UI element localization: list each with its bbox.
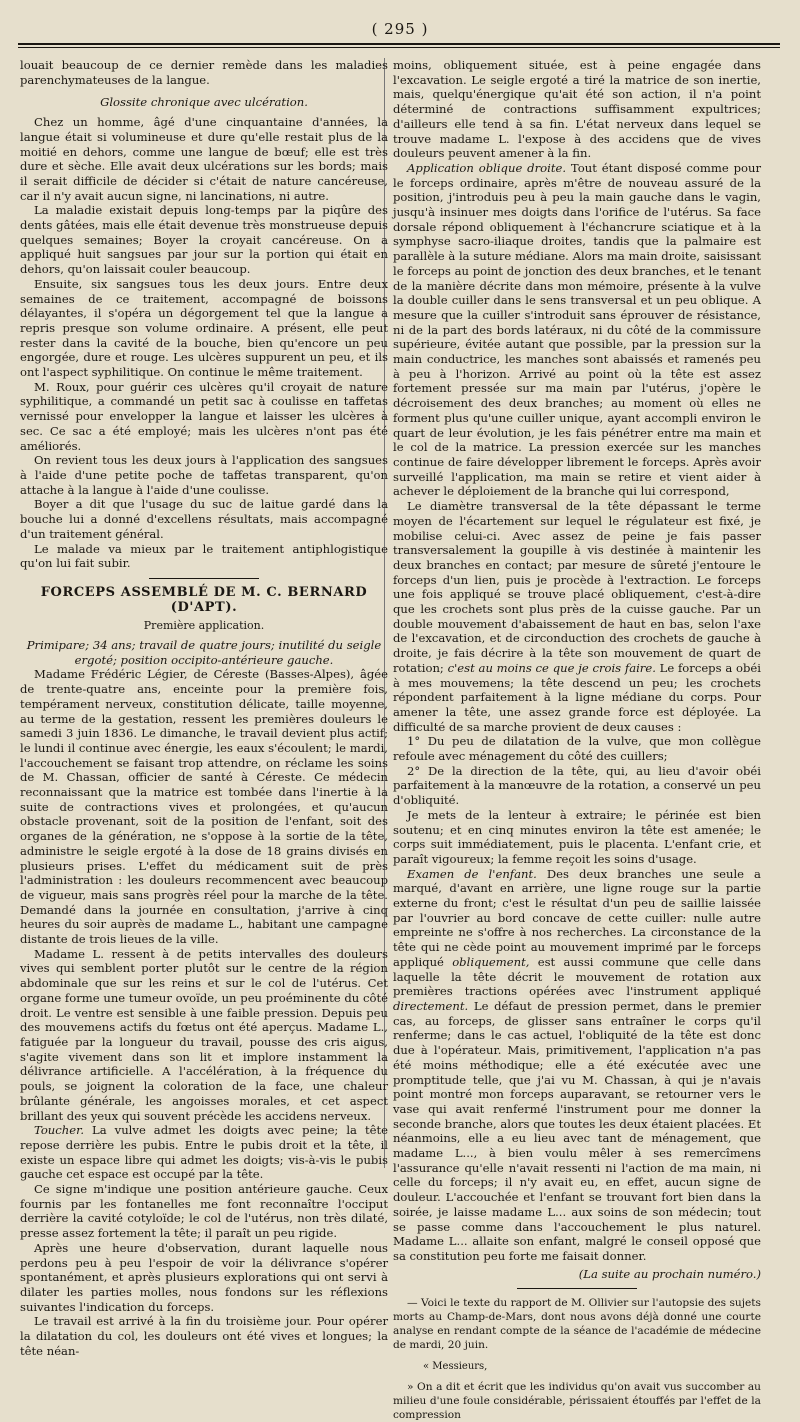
paragraph: Je mets de la lenteur à extraire; le périnée est bien soutenu; et en cinq minutes environ la tête est amenée; le corps suit immédiatement, puis le placenta. L'enfant crie, et paraît vigoureux; la femme reçoit les soins d'usage. xyxy=(393,807,761,866)
section-separator xyxy=(517,1288,637,1289)
paragraph: Ce signe m'indique une position antérieure gauche. Ceux fournis par les fontanelles me font reconnaître l'occiput derrière la cavité cotyloïde; le col de l'utérus, non très dilaté, presse assez fortement la tête; il paraît un peu rigide. xyxy=(20,1182,388,1241)
paragraph-text: Le diamètre transversal de la tête dépassant le terme moyen de l'écartement sur lequel le régulateur est fixé, je mobilise celui-ci. Avec assez de peine je fais passer transversalement la goupille à vis destinée à maintenir les deux branches en contact; par mesure de sûreté j'entoure le forceps d'un lien, puis je procède à l'extraction. Le forceps une fois appliqué se trouve placé obliquement, c'est-à-dire que les crochets sont plus près de la cuisse gauche. Par un double mouvement d'abaissement de haut en bas, selon l'axe de l'excavation, et de circonduction des crochets de gauche à droite, je fais décrire à la tête son mouvement de quart de rotation; xyxy=(393,499,761,675)
paragraph: M. Roux, pour guérir ces ulcères qu'il croyait de nature syphilitique, a commandé un petit sac à coulisse en taffetas vernissé pour envelopper la langue et laisser les ulcères à sec. Ce sac a été employé; mais les ulcères n'ont pas été améliorés. xyxy=(20,379,388,453)
paragraph xyxy=(393,499,761,734)
paragraph: Le malade va mieux par le traitement antiphlogistique qu'on lui fait subir. xyxy=(20,541,388,571)
paragraph: Madame Frédéric Légier, de Céreste (Basses-Alpes), âgée de trente-quatre ans, enceinte pour la première fois, tempérament nerveux, constitution délicate, taille moyenne, au terme de la gestation, ressent les premières douleurs le samedi 3 juin 1836. Le dimanche, le travail devient plus actif; le lundi il continue avec énergie, les eaux s'écoulent; le mardi, l'accouchement se faisant trop attendre, on réclame les soins de M. Chassan, officier de santé à Céreste. Ce médecin reconnaissant que la matrice est tombée dans l'inertie à la suite de contractions vives et prolongées, et qu'aucun obstacle provenant, soit de la position de l'enfant, soit des organes de la génération, ne s'oppose à la sortie de la tête, administre le seigle ergoté à la dose de 18 grains divisés en plusieurs prises. L'effet du médicament suit de près l'administration : les douleurs recommencent avec beaucoup de vigueur, mais sans progrès réel pour la marche de la tête. Demandé dans la journée en consultation, j'arrive à cinq heures du soir auprès de madame L., habitant une campagne distante de trois lieues de la ville. xyxy=(20,667,388,947)
paragraph-text: La vulve admet les doigts avec peine; la tête repose derrière les pubis. Entre le pubis droit et la tête, il existe un espace libre qui admet les doigts; vis-à-vis le pubis gauche cet espace est occupé par la tête. xyxy=(20,1123,388,1182)
paragraph: — Voici le texte du rapport de M. Ollivier sur l'autopsie des sujets morts au Champ-de-Mars, dont nous avons déjà donné une courte analyse en rendant compte de la séance de l'académie de médecine de mardi, 20 juin. xyxy=(393,1297,761,1352)
emphasis: c'est au moins ce que je crois faire. xyxy=(443,660,656,675)
case-summary: Primipare; 34 ans; travail de quatre jours; inutilité du seigle ergoté; position occipito-antérieure gauche. xyxy=(26,638,382,667)
report-section xyxy=(393,1296,761,1422)
paragraph-text: Le défaut de pression permet, dans le premier cas, au forceps, de glisser sans entraîner le corps qu'il renferme; dans le cas actuel, l'obliquité de la tête est donc due à l'opérateur. Mais, primitivement, l'application n'a pas été moins méthodique; elle a été exécutée avec une promptitude telle, que j'ai vu M. Chassan, à qui je n'avais point montré mon forceps auparavant, se retourner vers le vase qui avait renfermé l'instrument pour me donner la seconde branche, alors que toutes les deux étaient placées. Et néanmoins, elle a eu lieu avec tant de ménagement, que madame L..., à bien voulu mêler à ses remercîmens l'assurance qu'elle n'avait ressenti ni l'action de ma main, ni celle du forceps; il n'y avait eu, en effet, aucun signe de douleur. L'accouchée et l'enfant se trouvant fort bien dans la soirée, je laisse madame L... aux soins de son médecin; tout se passe comme dans l'accouchement le plus naturel. Madame L... allaite son enfant, malgré le conseil opposé que sa constitution peu forte me faisait donner. xyxy=(393,999,761,1263)
emphasis: directement. xyxy=(393,999,469,1013)
paragraph: 1° Du peu de dilatation de la vulve, que mon collègue refoule avec ménagement du côté des cuillers; xyxy=(393,734,761,764)
paragraph: louait beaucoup de ce dernier remède dans les maladies parenchymateuses de la langue. xyxy=(20,58,388,87)
left-column xyxy=(20,58,388,1358)
paragraph: Madame L. ressent à de petits intervalles des douleurs vives qui semblent porter plutôt sur le centre de la région abdominale que sur les reins et sur le col de l'utérus. Cet organe forme une tumeur ovoïde, un peu proéminente du côté droit. Le ventre est sensible à une faible pression. Depuis peu des mouvemens actifs du fœtus ont été aperçus. Madame L., fatiguée par la longueur du travail, pousse des cris aigus, s'agite vivement dans son lit et implore instamment la délivrance artificielle. A l'accélération, à la fréquence du pouls, se joignent la coloration de la face, une chaleur brûlante générale, les angoisses morales, et cet aspect brillant des yeux qui souvent précède les accidens nerveux. xyxy=(20,946,388,1123)
paragraph xyxy=(393,867,761,1264)
run-in-heading: Application oblique droite. xyxy=(407,160,567,175)
right-column xyxy=(393,58,761,1422)
paragraph: Après une heure d'observation, durant laquelle nous perdons peu à peu l'espoir de voir la délivrance s'opérer spontanément, et après plusieurs explorations qui ont servi à dilater les parties molles, nous fondons sur les réflexions suivantes l'indication du forceps. xyxy=(20,1240,388,1314)
emphasis: obliquement, xyxy=(443,954,530,969)
article-subheading: Première application. xyxy=(143,619,265,633)
paragraph: » On a dit et écrit que les individus qu'on avait vus succomber au milieu d'une foule considérable, périssaient étouffés par l'effet de la compression xyxy=(393,1381,761,1422)
article-heading: FORCEPS ASSEMBLÉ DE M. C. BERNARD (D'APT). xyxy=(40,584,368,615)
run-in-heading: Examen de l'enfant. xyxy=(407,866,537,881)
paragraph-text: Le forceps a obéi à mes mouvemens; la tête descend un peu; les crochets répondent parfaitement à la ligne médiane du corps. Pour amener la tête, une assez grande force est déployée. La difficulté de sa marche provient de deux causes : xyxy=(393,660,761,734)
section-separator xyxy=(149,578,259,579)
salutation: « Messieurs, xyxy=(423,1361,488,1373)
paragraph-text: est aussi commune que celle dans laquelle la tête décrit le mouvement de rotation aux premières tractions opérées avec l'instrument appliqué xyxy=(393,954,761,999)
paragraph: La maladie existait depuis long-temps par la piqûre des dents gâtées, mais elle était devenue très monstrueuse depuis quelques semaines; Boyer la croyait cancéreuse. On a appliqué huit sangsues par jour sur la portion qui était en dehors, qu'on laissait couler beaucoup. xyxy=(20,203,388,277)
paragraph: Boyer a dit que l'usage du suc de laitue gardé dans la bouche lui a donné d'excellens résultats, mais accompagné d'un traitement général. xyxy=(20,497,388,541)
page-number: ( 295 ) xyxy=(371,20,429,38)
paragraph-text: Tout étant disposé comme pour le forceps ordinaire, après m'être de nouveau assuré de la position, j'introduis peu à peu la main gauche dans le vagin, jusqu'à insinuer mes doigts dans l'orifice de l'utérus. Sa face dorsale répond obliquement à l'échancrure sciatique et à la symphyse sacro-iliaque droites, tandis que la palmaire est parallèle à la suture médiane. Alors ma main droite, saisissant le forceps au point de jonction des deux branches, et le tenant de la manière décrite dans mon mémoire, présente à la vulve la double cuiller dans le sens transversal et un peu oblique. A mesure que la cuiller s'introduit sans éprouver de résistance, ni de la part des bords latéraux, ni du côté de la commissure supérieure, évitée autant que possible, par la pression sur la main conductrice, les manches sont abaissés et ramenés peu à peu à l'horizon. Arrivé au point où la tête est assez fortement pressée sur ma main par l'utérus, j'opère le décroisement des deux branches; au moment où elles ne forment plus qu'une cuiller unique, ayant accompli environ le quart de leur évolution, je les fais pénétrer entre ma main et le col de la matrice. La pression exercée sur les manches continue de faire développer librement le forceps. Après avoir surveillé l'application, ma main se retire et vient aider à achever le déploiement de la branche qui lui correspond, xyxy=(393,160,761,499)
paragraph xyxy=(393,161,761,499)
paragraph: Chez un homme, âgé d'une cinquantaine d'années, la langue était si volumineuse et dure qu'elle restait plus de la moitié en dehors, comme une langue de bœuf; elle est très dure et sèche. Elle avait deux ulcérations sur les bords; mais il serait difficile de décider si c'était de nature cancéreuse, car il n'y avait aucun signe, ni lancinations, ni autre. xyxy=(20,115,388,203)
section-subtitle: Glossite chronique avec ulcération. xyxy=(100,95,308,110)
paragraph xyxy=(20,1123,388,1182)
header-rule xyxy=(18,43,780,48)
paragraph: Le travail est arrivé à la fin du troisième jour. Pour opérer la dilatation du col, les douleurs ont été vives et longues; la tête néan- xyxy=(20,1314,388,1358)
run-in-heading: Toucher. xyxy=(34,1123,85,1138)
paragraph: On revient tous les deux jours à l'application des sangsues à l'aide d'une petite poche de taffetas transparent, qu'on attache à la langue à l'aide d'une coulisse. xyxy=(20,453,388,497)
continued-note: (La suite au prochain numéro.) xyxy=(578,1266,761,1281)
paragraph: 2° De la direction de la tête, qui, au lieu d'avoir obéi parfaitement à la manœuvre de la rotation, a conservé un peu d'obliquité. xyxy=(393,763,761,808)
paragraph: moins, obliquement située, est à peine engagée dans l'excavation. Le seigle ergoté a tiré la matrice de son inertie, mais, quelqu'énergique qu'ait été son action, il n'a point déterminé de contractions suffisamment expultrices; d'ailleurs elle tend à sa fin. L'état nerveux dans lequel se trouve madame L. l'expose à des accidens que de vives douleurs peuvent amener à la fin. xyxy=(393,58,761,161)
paragraph-text: Des deux branches une seule a marqué, d'avant en arrière, une ligne rouge sur la partie externe du front; c'est le résultat d'un peu de saillie laissée par l'ouvrier au bord concave de cette cuiller: nulle autre empreinte ne s'offre à nos recherches. La circonstance de la tête qui ne cède point au mouvement imprimé par le forceps appliqué xyxy=(393,866,761,969)
paragraph: Ensuite, six sangsues tous les deux jours. Entre deux semaines de ce traitement, accompagné de boissons délayantes, il s'opéra un dégorgement tel que la langue a repris presque son volume ordinaire. A présent, elle peut rester dans la cavité de la bouche, bien qu'encore un peu engorgée, dure et rouge. Les ulcères suppurent un peu, et ils ont l'aspect syphilitique. On continue le même traitement. xyxy=(20,276,388,380)
